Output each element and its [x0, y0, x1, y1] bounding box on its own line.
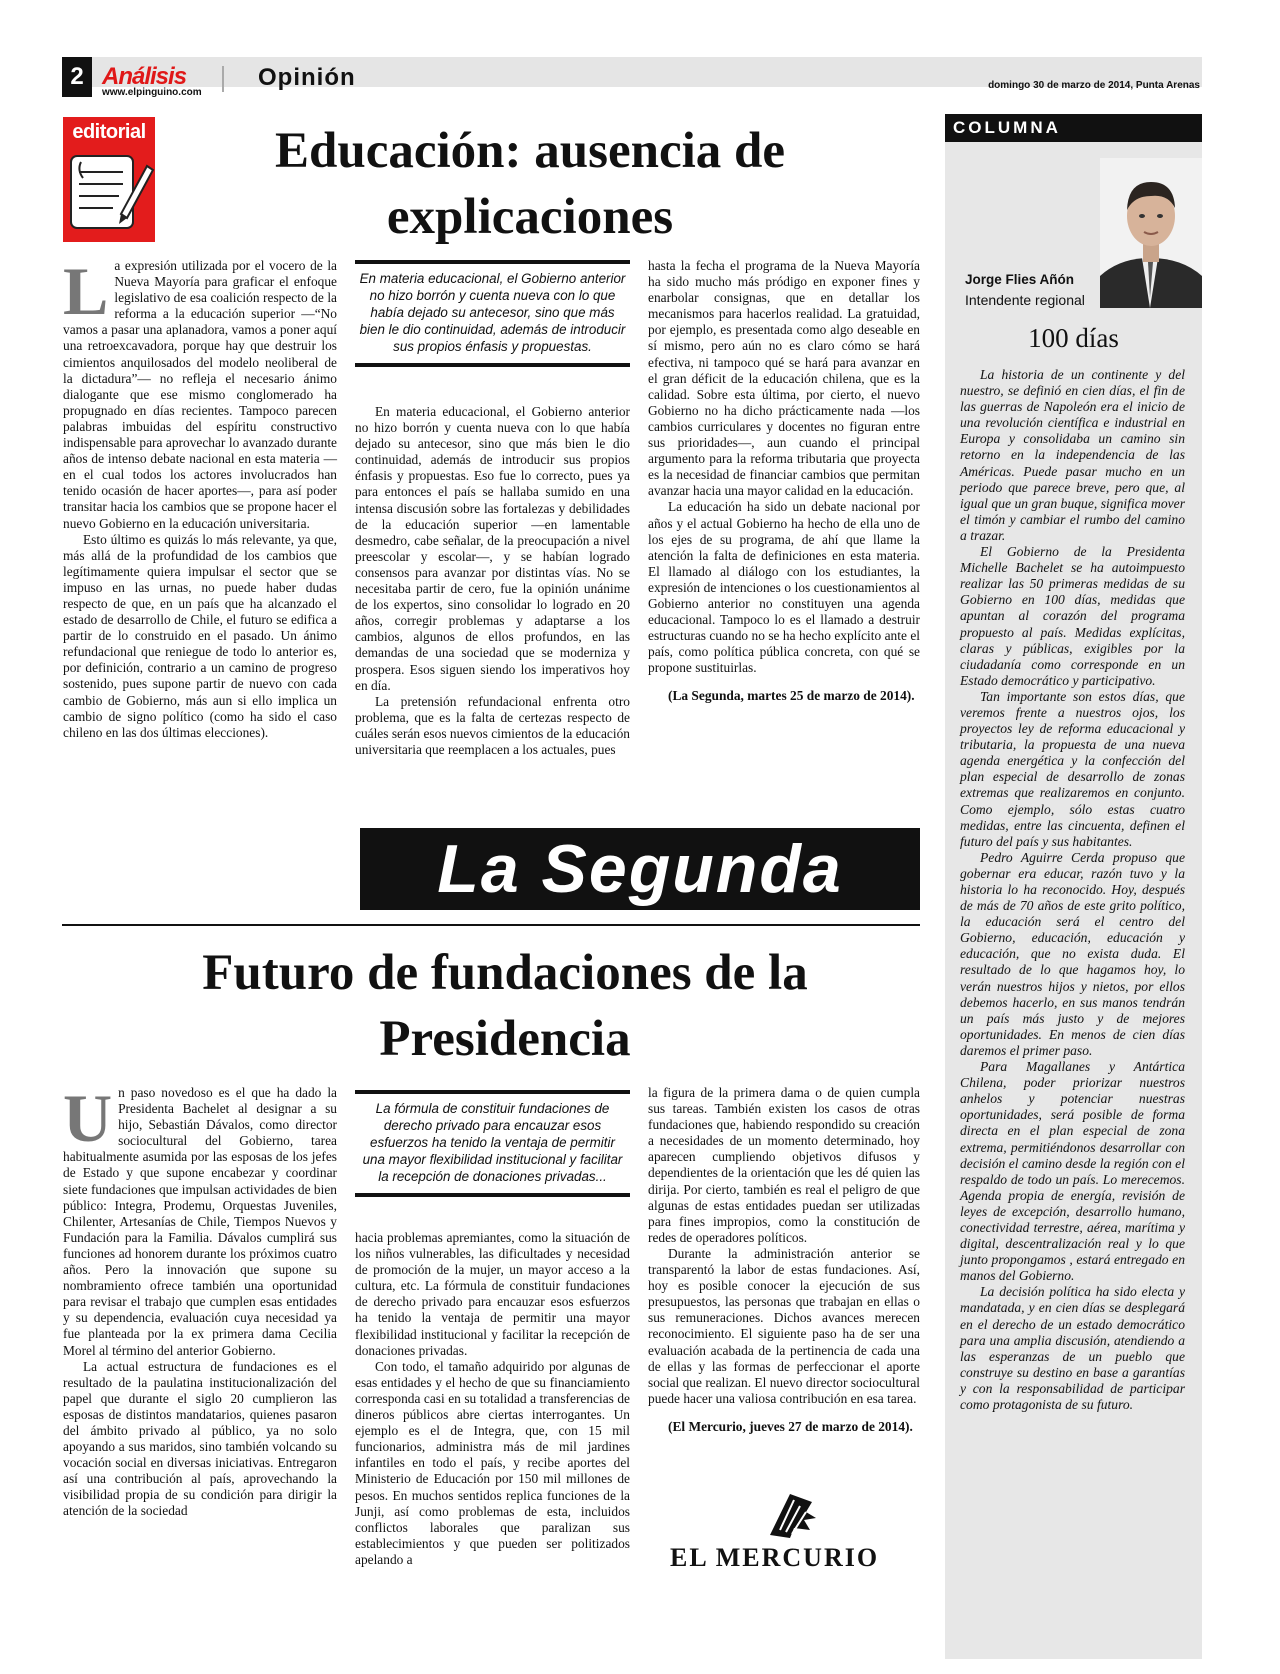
article1-paragraph: hasta la fecha el programa de la Nueva Mayoría ha sido mucho más pródigo en exponer fines y enarbolar consignas, que en detallar los mecanismos para hacerlos realidad. La gratuidad, por ejemplo, es presentada como algo deseable en sí mismo, pero aún no es claro cómo se hará efectiva, ni tampoco qué se hará para avanzar en el gran déficit de la educación chilena, que es la calidad. Sobre esta última, por cierto, el nuevo Gobierno no ha dicho prácticamente nada —los cambios curriculares y docentes no figuran entre sus prioridades—, aun cuando el principal argumento para la reforma tributaria que proyecta es la necesidad de financiar cambios que permitan avanzar hacia una mayor calidad en la educación. [648, 258, 920, 499]
column-paragraph: La decisión política ha sido electa y mandatada, y en cien días se desplegará en el derecho de un estado democrático para una amplia discusión, atendiendo a las esperanzas de un pueblo que construye su destino en base a garantías y con la responsabilidad de participar como protagonista de su futuro. [960, 1284, 1185, 1412]
article2-paragraph: n paso novedoso es el que ha dado la Presidenta Bachelet al designar a su hijo, Sebastián Dávalos, como director sociocultural del Gobierno, tarea habitualmente asumida por las esposas de los jefes de Estado y que supone encabezar y coordinar siete fundaciones que impulsan actividades de bien público: Integra, Prodemu, Orquestas Juveniles, Chilenter, Artesanías de Chile, Tiempos Nuevos y Fundación para la Familia. Dávalos cumplirá sus funciones ad honorem durante los próximos cuatro años. Pero la innovación que supone su nombramiento ofrece también una oportunidad para revisar el trabajo que cumplen esas entidades y su dependencia, evaluación cuya necesidad ya fue planteada por la ex primera dama Cecilia Morel al término del anterior Gobierno. [63, 1085, 337, 1358]
article1-paragraph: La educación ha sido un debate nacional por años y el actual Gobierno ha hecho de ella uno de los ejes de su programa, de ahí que llame la atención la falta de definiciones en esta materia. El llamado al diálogo con los estudiantes, la expresión de intenciones o los cuestionamientos al Gobierno anterior no constituyen una agenda educacional. Tampoco lo es el llamado a destruir estructuras cuando no se ha hecho explícito ante el país, como política pública concreta, con qué se propone sustituirlas. [648, 499, 920, 676]
article1-column-2 [355, 404, 630, 758]
editorial-label: editorial [72, 121, 146, 143]
article1-column-3 [648, 258, 920, 705]
article1-paragraph: La pretensión refundacional enfrenta otro problema, que es la falta de certezas respecto de cuáles serán esos nuevos cimientos de la educación universitaria que reemplacen a los actuales, pues [355, 693, 630, 757]
article1-pullquote: En materia educacional, el Gobierno anterior no hizo borrón y cuenta nueva con lo que había dejado su antecesor, sino que más bien le dio continuidad, además de introducir sus propios énfasis y propuestas. [355, 260, 630, 367]
article2-column-2 [355, 1230, 630, 1568]
la-segunda-logo: La Segunda [360, 828, 920, 910]
article1-drop-cap: L [63, 253, 109, 329]
paper-pen-icon [63, 144, 155, 239]
article1-title: Educación: ausencia de explicaciones [274, 123, 786, 245]
el-mercurio-logo: EL MERCURIO [670, 1543, 880, 1572]
article2-column-1 [63, 1080, 337, 1520]
column-paragraph: El Gobierno de la Presidenta Michelle Bachelet se ha autoimpuesto realizar las 50 primeras medidas de su Gobierno en 100 días, medidas que apuntan al corazón del programa propuesto al país. Medidas explícitas, claras y públicas, exigibles por la ciudadanía como corresponde en un Estado democrático y participativo. [960, 544, 1185, 688]
header-divider [222, 66, 224, 92]
newspaper-logo[interactable]: Análisis [102, 63, 187, 90]
article-divider [62, 924, 920, 926]
article2-pullquote: La fórmula de constituir fundaciones de derecho privado para encauzar esos esfuerzos ha tenido la ventaja de permitir una mayor flexibilidad institucional y facilitar la recepción de donaciones privadas... [355, 1090, 630, 1197]
article2-paragraph: la figura de la primera dama o de quien cumpla sus tareas. También existen los casos de otras fundaciones que, habiendo respondido su creación a necesidades de un momento determinado, hoy aparecen cumpliendo objetivos difusos y dependientes de la orientación que les dé quien las dirija. Por cierto, también es real el peligro de que algunas de estas entidades puedan ser utilizadas para fines impropios, como la constitución de redes de operadores políticos. [648, 1085, 920, 1245]
column-paragraph: Tan importante son estos días, que veremos frente a nuestros ojos, los proyectos ley de reforma educacional y tributaria, la propuesta de una nueva agenda energética y la confección del plan especial de desarrollo de zonas extremas que realizaremos en conjunto. Como ejemplo, sólo estas cuatro medidas, entre las cincuenta, definen el futuro del país y sus habitantes. [960, 688, 1185, 849]
article1-source: (La Segunda, martes 25 de marzo de 2014). [668, 688, 915, 704]
author-photo [1100, 158, 1202, 308]
column-paragraph: Para Magallanes y Antártica Chilena, poder priorizar nuestros anhelos y potenciar nuestras oportunidades, será posible de forma directa en el plan especial de zona extrema, permitiéndonos desarrollar con decisión el camino desde la región con el respaldo de todo un país. Lo merecemos. Agenda propia de energía, revisión de leyes de excepción, desarrollo humano, conectividad terrestre, aérea, marítima y digital, descentralización real y lo que junto propongamos , estará entregado en manos del Gobierno. [960, 1059, 1185, 1284]
dateline: domingo 30 de marzo de 2014, Punta Arenas [988, 80, 1200, 91]
article2-paragraph: Durante la administración anterior se transparentó la labor de estas fundaciones. Así, hoy es posible conocer la ejecución de sus presupuestos, las personas que trabajan en ellas o sus remuneraciones. Dichos avances merecen reconocimiento. El siguiente paso ha de ser una evaluación acabada de la pertinencia de cada una de ellas y las formas de perfeccionar el aporte social que realizan. El nuevo director sociocultural puede hacer una valiosa contribución en esa tarea. [648, 1245, 920, 1406]
article1-column-1 [63, 253, 337, 741]
column-paragraph: Pedro Aguirre Cerda propuso que gobernar era educar, razón tuvo y la historia lo ha reconocido. Hoy, después de más de 70 años de este grito político, la educación será el centro del Gobierno, educación, educación y educación, que no exista duda. El resultado de lo que hagamos hoy, lo verán nuestros hijos y nietos, por ellos debemos hacerlo, en sus manos tendrán un país más justo y de mejores oportunidades. En menos de cien días daremos el primer paso. [960, 849, 1185, 1058]
column-author: Jorge Flies Añón [965, 272, 1075, 287]
article1-paragraph: a expresión utilizada por el vocero de la Nueva Mayoría para graficar el enfoque legislativo de esa coalición respecto de la reforma a la educación superior —“No vamos a pasar una aplanadora, vamos a poner aquí una retroexcavadora, porque hay que destruir los cimientos anquilosados del modelo neoliberal de la dictadura”— no refleja el necesario ánimo dialogante que ese mismo conglomerado ha propugnado en días recientes. Tampoco parecen palabras imbuidas del espíritu constructivo indispensable para aprovechar lo avanzado durante años de intenso debate nacional en esta materia —en el cual todos los actores involucrados han tenido ocasión de hacer aportes—, para así poder transitar hacia los cambios que se propone hacer el nuevo Gobierno en la educación universitaria. [63, 258, 337, 531]
newspaper-url[interactable]: www.elpinguino.com [102, 87, 202, 98]
section-title: Opinión [258, 64, 356, 91]
article2-column-3 [648, 1085, 920, 1435]
article2-paragraph: Con todo, el tamaño adquirido por algunas de esas entidades y el hecho de que su financiamiento corresponda casi en su totalidad a transferencias de dineros públicos abre ciertas interrogantes. Un ejemplo es el de Integra, que, con 15 mil funcionarios, administra más de mil jardines infantiles en todo el país, y recibe aportes del Ministerio de Educación por 150 mil millones de pesos. En muchos sentidos replica funciones de la Junji, así como problemas de esta, incluidos conflictos laborales que paralizan sus establecimientos y que pueden ser politizados apelando a [355, 1358, 630, 1567]
article2-drop-cap: U [63, 1080, 113, 1156]
article2-source: (El Mercurio, jueves 27 de marzo de 2014). [668, 1418, 913, 1434]
article2-paragraph: La actual estructura de fundaciones es el resultado de la paulatina institucionalización del papel que durante el siglo 20 cumplieron las esposas de distintos mandatarios, quienes pasaron del ámbito privado al público, ya no solo apoyando a sus maridos, sino también volcando su vocación social en diversas iniciativas. Entregaron así una contribución al país, aprovechando la visibilidad propia de su condición para dirigir la atención de la sociedad [63, 1358, 337, 1519]
article1-paragraph: Esto último es quizás lo más relevante, ya que, más allá de la profundidad de los cambios que legítimamente quiera impulsar el sector que se impuso en las urnas, no puede haber dudas respecto de que, en un país que ha alcanzado el estado de desarrollo de Chile, el futuro se edifica a partir de lo construido en el pasado. Un ánimo refundacional que reniegue de todo lo anterior es, por definición, contrario a un camino de progreso sostenido, pues supone partir de nuevo con cada cambio de Gobierno, más aun si ello implica un cambio de signo político (como ha sido el caso chileno en las dos últimas elecciones). [63, 531, 337, 740]
page-number: 2 [62, 57, 92, 97]
column-author-role: Intendente regional [965, 292, 1085, 308]
column-title: 100 días [1028, 323, 1119, 353]
article1-paragraph: En materia educacional, el Gobierno anterior no hizo borrón y cuenta nueva con lo que había dejado su antecesor, sino que más bien le dio continuidad, además de introducir sus propios énfasis y propuestas. Eso fue lo correcto, pues ya para entonces el país se hallaba sumido en una intensa discusión sobre las fortalezas y debilidades de la educación superior —en lamentable desmedro, cabe señalar, de la preocupación a nivel preescolar y escolar—, y se habían logrado consensos para avanzar por distintas vías. No se necesitaba partir de cero, fue la opinión unánime de los expertos, sino consolidar lo logrado en 20 años, corregir problemas y adaptarse a los cambios, algunos de ellos profundos, en las demandas de una sociedad que se moderniza y prospera. Esos siguen siendo los imperativos hoy en día. [355, 404, 630, 693]
column-paragraph: La historia de un continente y del nuestro, se definió en cien días, el fin de las guerras de Napoleón era el inicio de una revolución científica e industrial en Europa y consolidaba un camino sin retorno en la independencia de las Américas. Puede pasar mucho en un periodo que parece breve, pero que, al igual que un gran buque, significa mover el timón y cambiar el rumbo del camino a trazar. [960, 367, 1185, 543]
article2-title: Futuro de fundaciones de la Presidencia [202, 945, 808, 1067]
column-label: COLUMNA [945, 114, 1202, 142]
editorial-badge [63, 117, 155, 242]
article2-paragraph: hacia problemas apremiantes, como la situación de los niños vulnerables, las dificultades y necesidad de promoción de la mujer, un mayor acceso a la cultura, etc. La fórmula de constituir fundaciones de derecho privado para encauzar esos esfuerzos ha tenido la ventaja de permitir una mayor flexibilidad institucional y facilitar la recepción de donaciones privadas. [355, 1230, 630, 1358]
column-body [960, 367, 1185, 1413]
el-mercurio-head-icon [760, 1490, 820, 1540]
